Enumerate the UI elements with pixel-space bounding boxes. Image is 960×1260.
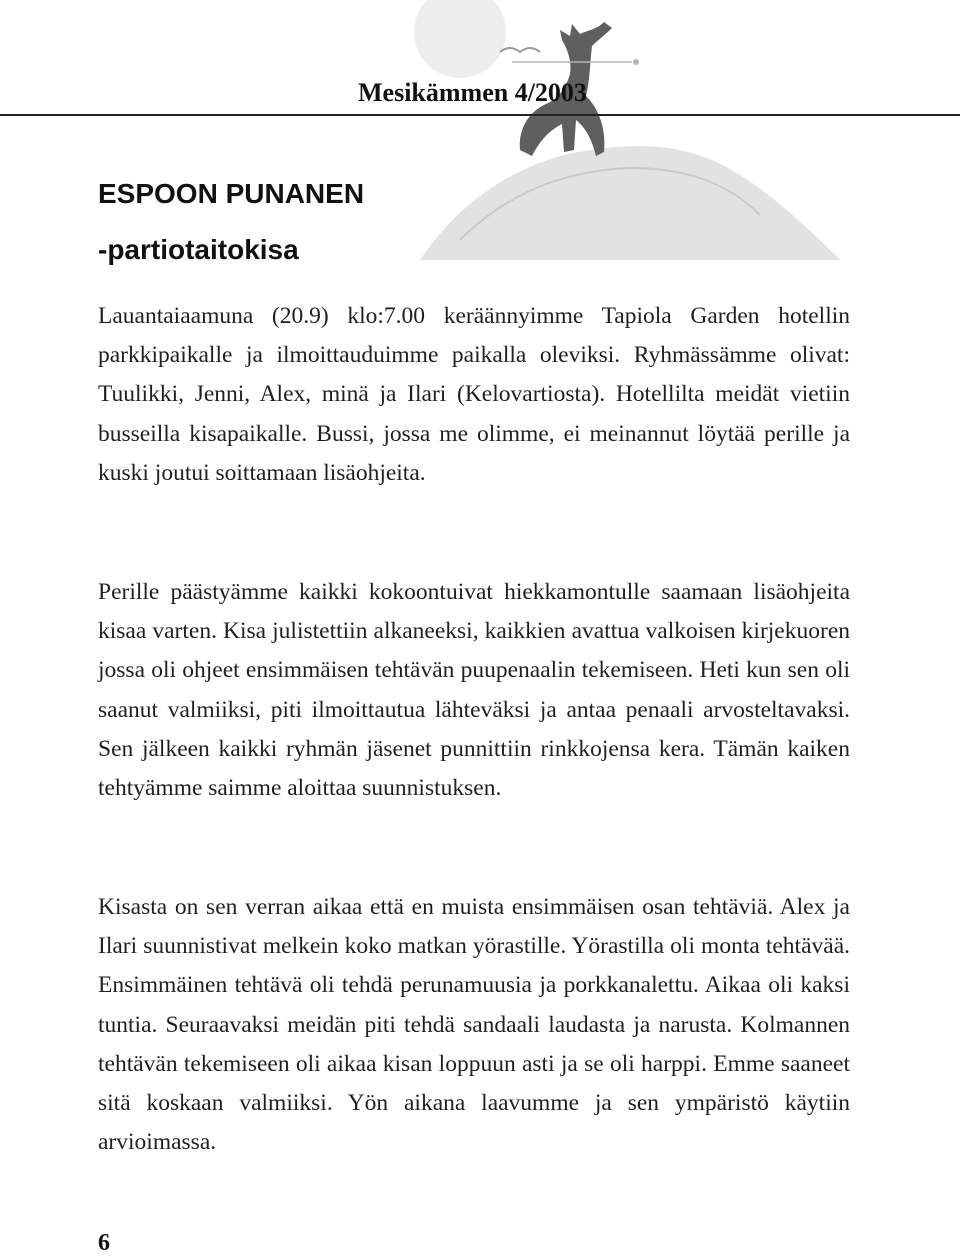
article-paragraph-3: Kisasta on sen verran aikaa että en muista ensimmäisen osan tehtäviä. Alex ja Ilari suunnistivat melkein koko matkan yörastille. Yörastilla oli monta tehtävää. Ensimmäinen tehtävä oli tehdä perunamuusia ja porkkanalettu. Aikaa oli kaksi tuntia. Seuraavaksi meidän piti tehdä sandaali laudasta ja narusta. Kolmannen tehtävän tekemiseen oli aikaa kisan loppuun asti ja se oli harppi. Emme saaneet sitä koskaan valmiiksi. Yön aikana laavumme ja sen ympäristö käytiin arvioimassa. — [98, 894, 850, 1156]
page-number: 6 — [98, 1230, 110, 1256]
howling-wolf-moon-icon — [400, 0, 960, 260]
article-title-line-2: -partiotaitokisa — [98, 234, 299, 265]
article-paragraph-1: Lauantaiaamuna (20.9) klo:7.00 keräännyimme Tapiola Garden hotellin parkkipaikalle ja ilmoittauduimme paikalla oleviksi. Ryhmässämme olivat: Tuulikki, Jenni, Alex, minä ja Ilari (Kelovartiosta). Hotellilta meidät vietiin busseilla kisapaikalle. Bussi, jossa me olimme, ei meinannut löytää perille ja kuski joutui soittamaan lisäohjeita. — [98, 303, 850, 486]
magazine-issue-title: Mesikämmen 4/2003 — [358, 78, 587, 107]
header-divider — [0, 114, 960, 116]
article-paragraph-2: Perille päästyämme kaikki kokoontuivat hiekkamontulle saamaan lisäohjeita kisaa varten. Kisa julistettiin alkaneeksi, kaikkien avattua valkoisen kirjekuoren jossa oli ohjeet ensimmäisen tehtävän puupenaalin tekemiseen. Heti kun sen oli saanut valmiiksi, piti ilmoittautua lähteväksi ja antaa penaali arvosteltavaksi. Sen jälkeen kaikki ryhmän jäsenet punnittiin rinkkojensa kera. Tämän kaiken tehtyämme saimme aloittaa suunnistuksen. — [98, 579, 850, 802]
article-title — [98, 166, 364, 278]
article-title-line-1: ESPOON PUNANEN — [98, 178, 365, 209]
